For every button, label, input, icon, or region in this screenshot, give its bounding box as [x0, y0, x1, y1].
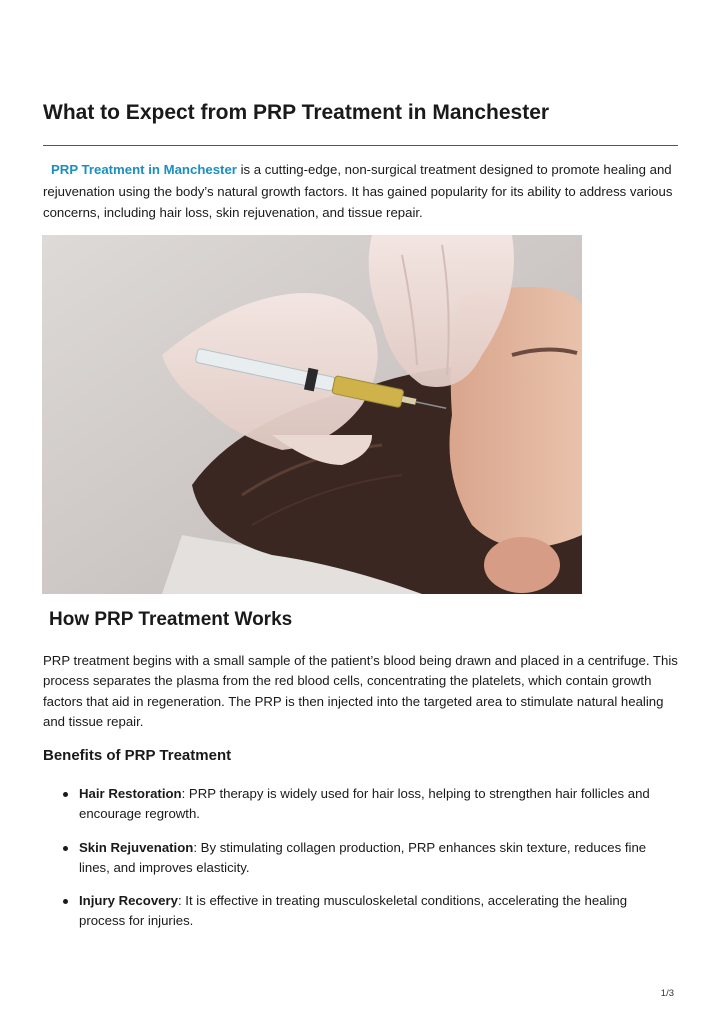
title-divider [43, 145, 678, 146]
section-heading: How PRP Treatment Works [49, 609, 293, 630]
hero-image [42, 235, 582, 594]
benefits-list [43, 784, 673, 945]
benefit-term: Injury Recovery [79, 893, 178, 909]
benefit-text: : By stimulating collagen production, PRP enhances skin texture, reduces fine lines, and improves elasticity. [79, 839, 647, 875]
benefit-text: : PRP therapy is widely used for hair loss, helping to strengthen hair follicles and encourage regrowth. [79, 786, 650, 822]
prp-manchester-link[interactable]: PRP Treatment in Manchester [51, 162, 237, 177]
list-item [43, 891, 673, 932]
page-number: 1/3 [660, 988, 674, 999]
intro-paragraph [43, 159, 683, 224]
bullet-icon [63, 899, 68, 904]
bullet-icon [63, 846, 68, 851]
intro-text: is a cutting-edge, non-surgical treatment designed to promote healing and rejuvenation using the body’s natural growth factors. It has gained popularity for its ability to address various concerns, including hair loss, skin rejuvenation, and tissue repair. [43, 162, 673, 220]
benefits-heading: Benefits of PRP Treatment [43, 747, 232, 764]
prp-injection-illustration [42, 235, 582, 594]
page-title: What to Expect from PRP Treatment in Manchester [43, 101, 550, 124]
benefit-term: Skin Rejuvenation [79, 839, 194, 855]
list-item [43, 838, 673, 879]
benefit-term: Hair Restoration [79, 786, 182, 801]
benefit-text: : It is effective in treating musculoskeletal conditions, accelerating the healing process for injuries. [79, 893, 628, 929]
list-item [43, 784, 673, 825]
section-paragraph: PRP treatment begins with a small sample of the patient’s blood being drawn and placed in a centrifuge. This process separates the plasma from the red blood cells, concentrating the platelets, which contain growth factors that aid in regeneration. The PRP is then injected into the targeted area to stimulate natural healing and tissue repair. [43, 653, 678, 729]
bullet-icon [63, 792, 68, 797]
